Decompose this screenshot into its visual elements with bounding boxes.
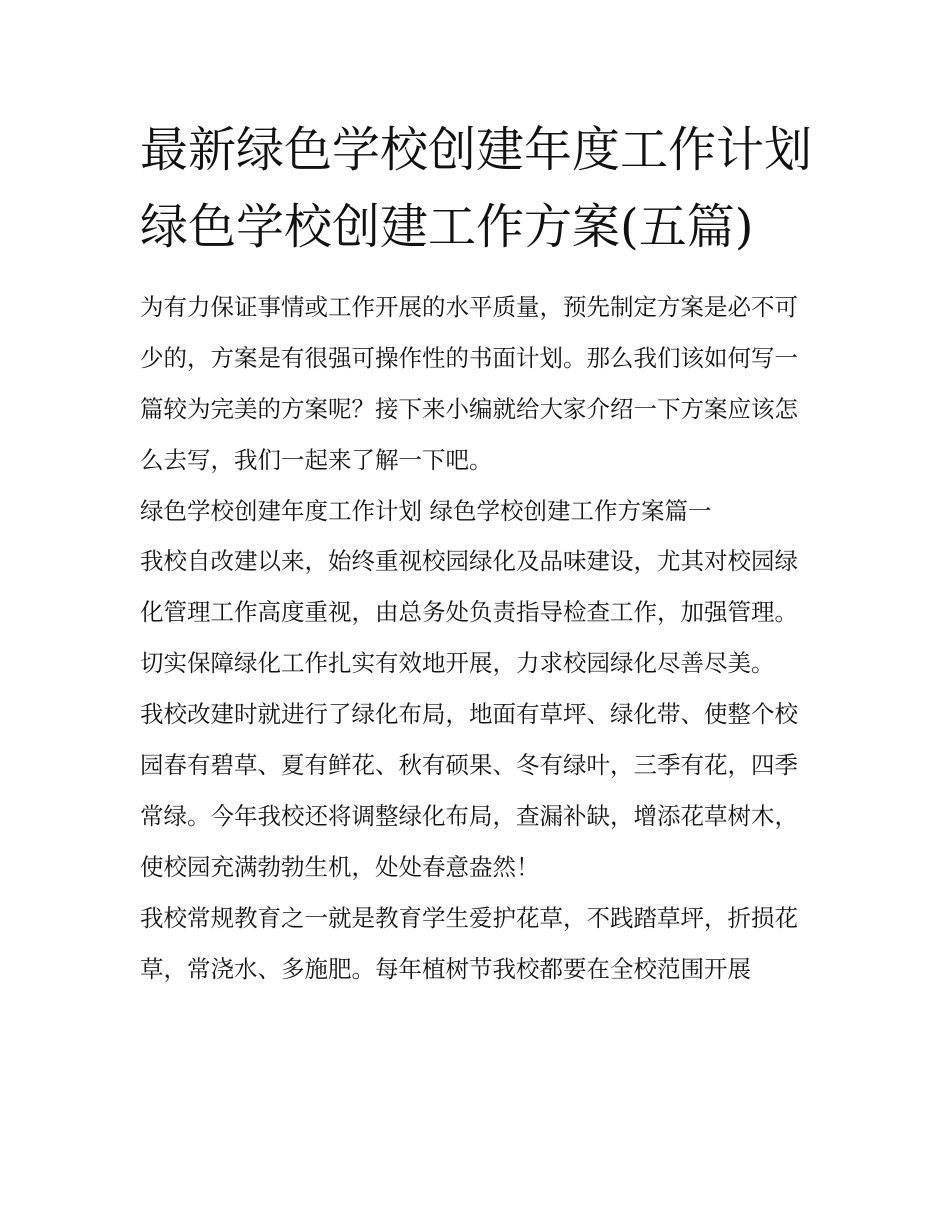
document-title: 最新绿色学校创建年度工作计划 绿色学校创建工作方案(五篇)	[140, 122, 813, 255]
body-paragraph: 我校常规教育之一就是教育学生爱护花草，不践踏草坪，折损花草，常浇水、多施肥。每年植树节我校都要在全校范围开展	[140, 904, 798, 983]
document-page	[140, 112, 812, 995]
body-paragraph: 我校自改建以来，始终重视校园绿化及品味建设，尤其对校园绿化管理工作高度重视，由总务处负责指导检查工作，加强管理。切实保障绿化工作扎实有效地开展，力求校园绿化尽善尽美。	[140, 547, 798, 677]
section-heading: 绿色学校创建年度工作计划 绿色学校创建工作方案篇一	[140, 497, 712, 525]
intro-paragraph: 为有力保证事情或工作开展的水平质量，预先制定方案是必不可少的，方案是有很强可操作性的书面计划。那么我们该如何写一篇较为完美的方案呢？接下来小编就给大家介绍一下方案应该怎么去写，我们一起来了解一下吧。	[140, 293, 798, 474]
body-paragraph: 我校改建时就进行了绿化布局，地面有草坪、绿化带、使整个校园春有碧草、夏有鲜花、秋有硕果、冬有绿叶，三季有花，四季常绿。今年我校还将调整绿化布局，查漏补缺，增添花草树木，使校园充满勃勃生机，处处春意盎然！	[140, 700, 798, 881]
